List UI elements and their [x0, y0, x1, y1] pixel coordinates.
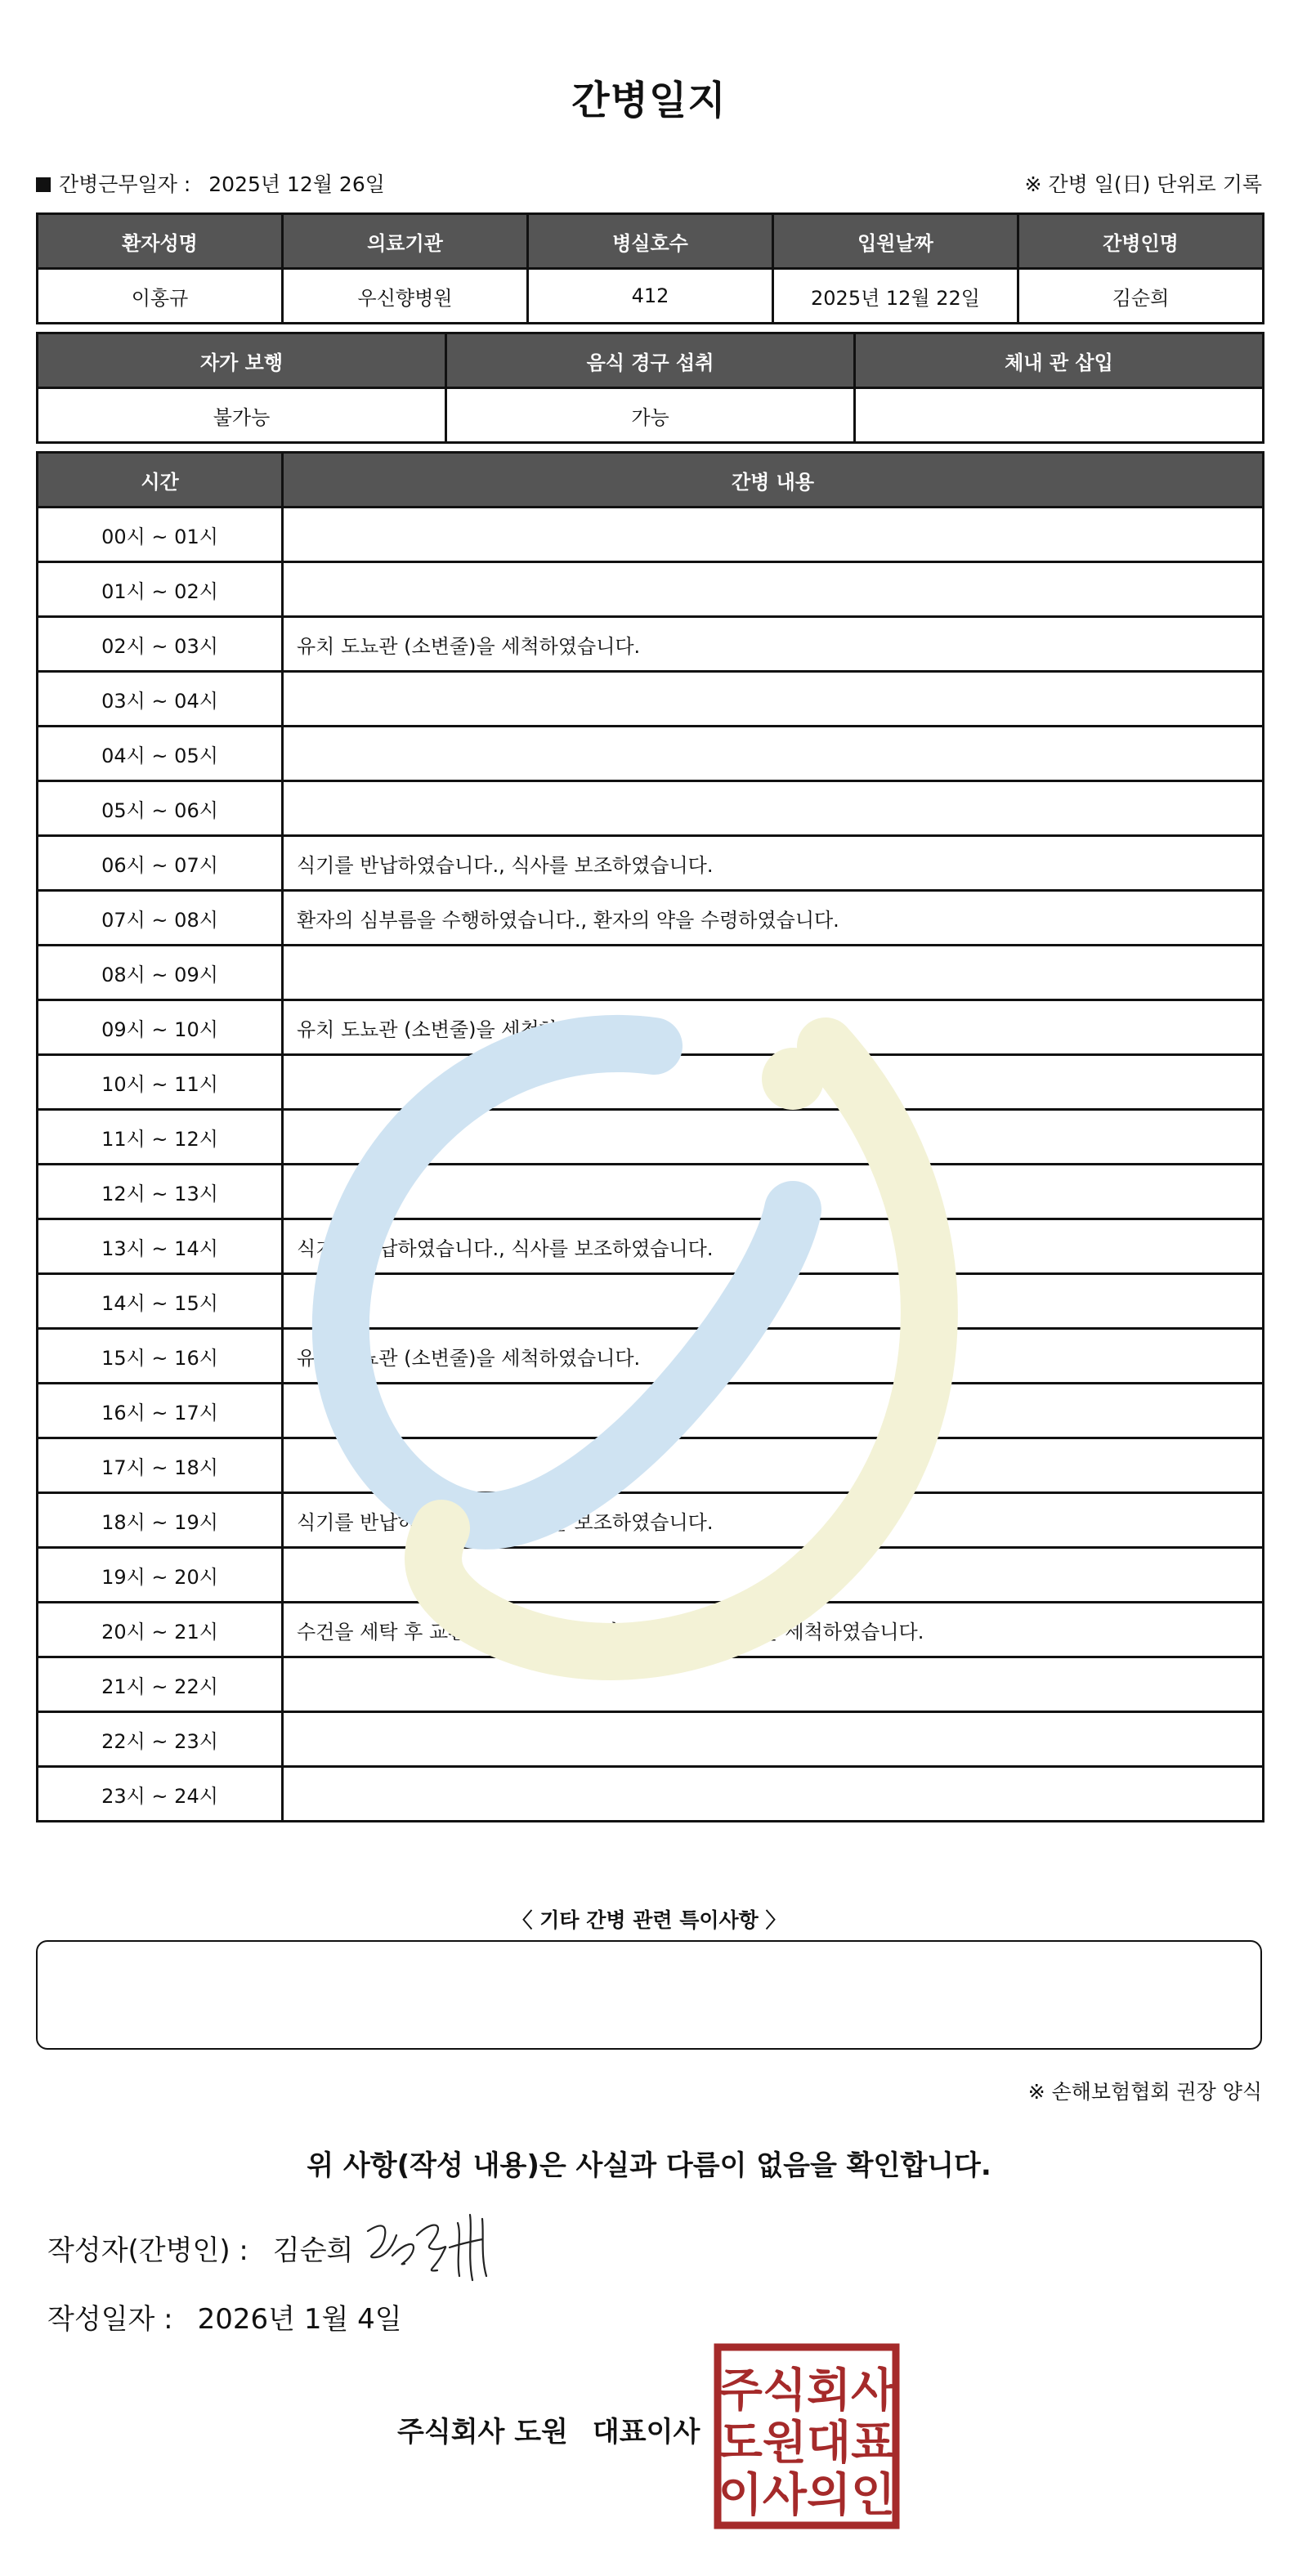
care-log-row	[38, 1110, 1264, 1165]
care-log-row	[38, 508, 1264, 562]
log-content-cell: 유치 도뇨관 (소변줄)을 세척하였습니다.	[283, 617, 1264, 672]
log-content-cell	[283, 1384, 1264, 1438]
header-hospital: 의료기관	[283, 214, 528, 269]
written-date-value: 2026년 1월 4일	[197, 2303, 402, 2336]
log-time-cell: 00시 ~ 01시	[38, 508, 283, 562]
log-time-cell: 21시 ~ 22시	[38, 1657, 283, 1712]
log-time-cell: 15시 ~ 16시	[38, 1329, 283, 1384]
header-caregiver-name: 간병인명	[1018, 214, 1264, 269]
care-log-row	[38, 1712, 1264, 1767]
log-content-cell: 수건을 세탁 후 교환하였습니다., 유치 도뇨관 (소변줄)을 세척하였습니다.	[283, 1603, 1264, 1657]
care-log-row	[38, 672, 1264, 727]
log-time-cell: 16시 ~ 17시	[38, 1384, 283, 1438]
log-time-cell: 19시 ~ 20시	[38, 1548, 283, 1603]
log-time-cell: 04시 ~ 05시	[38, 727, 283, 781]
log-content-cell	[283, 1767, 1264, 1822]
patient-info-header-row	[38, 214, 1264, 269]
special-notes-box	[36, 1940, 1262, 2050]
company-seal-icon	[713, 2342, 901, 2530]
caregiver-name-value: 김순희	[1018, 269, 1264, 324]
log-time-cell: 11시 ~ 12시	[38, 1110, 283, 1165]
patient-info-table	[36, 212, 1264, 324]
header-admission-date: 입원날짜	[773, 214, 1018, 269]
log-content-cell	[283, 946, 1264, 1000]
header-oral-intake: 음식 경구 섭취	[446, 333, 855, 388]
care-log-body	[38, 508, 1264, 1822]
page-title: 간병일지	[571, 78, 727, 123]
room-number-value: 412	[528, 269, 773, 324]
log-time-cell: 10시 ~ 11시	[38, 1055, 283, 1110]
confirmation-statement: 위 사항(작성 내용)은 사실과 다름이 없음을 확인합니다.	[307, 2149, 991, 2182]
patient-status-table	[36, 332, 1264, 444]
log-content-cell	[283, 1712, 1264, 1767]
log-time-cell: 23시 ~ 24시	[38, 1767, 283, 1822]
company-line	[397, 2409, 700, 2449]
log-time-cell: 08시 ~ 09시	[38, 946, 283, 1000]
log-content-cell	[283, 1274, 1264, 1329]
header-tube-insertion: 체내 관 삽입	[855, 333, 1264, 388]
log-content-cell	[283, 672, 1264, 727]
work-date-value: 2025년 12월 26일	[208, 172, 385, 196]
header-care-content: 간병 내용	[283, 453, 1264, 508]
header-self-walking: 자가 보행	[38, 333, 446, 388]
oral-intake-value: 가능	[446, 388, 855, 443]
care-log-row	[38, 1274, 1264, 1329]
seal-line-1: 주식회사	[718, 2364, 896, 2417]
log-time-cell: 06시 ~ 07시	[38, 836, 283, 891]
log-content-cell: 환자의 심부름을 수행하였습니다., 환자의 약을 수령하였습니다.	[283, 891, 1264, 946]
log-time-cell: 09시 ~ 10시	[38, 1000, 283, 1055]
care-log-row	[38, 1493, 1264, 1548]
log-time-cell: 05시 ~ 06시	[38, 781, 283, 836]
log-time-cell: 20시 ~ 21시	[38, 1603, 283, 1657]
care-log-row	[38, 1603, 1264, 1657]
log-content-cell: 유치 도뇨관 (소변줄)을 세척하였습니다.	[283, 1000, 1264, 1055]
care-log-row	[38, 1055, 1264, 1110]
header-patient-name: 환자성명	[38, 214, 283, 269]
hospital-value: 우신향병원	[283, 269, 528, 324]
signature-icon	[360, 2198, 523, 2288]
company-name: 주식회사 도원	[397, 2416, 568, 2449]
care-log-table	[36, 451, 1264, 1822]
log-content-cell: 식기를 반납하였습니다., 식사를 보조하였습니다.	[283, 1219, 1264, 1274]
written-date-line	[47, 2296, 402, 2337]
tube-insertion-value	[855, 388, 1264, 443]
patient-info-value-row	[38, 269, 1264, 324]
log-content-cell	[283, 1055, 1264, 1110]
log-content-cell	[283, 1110, 1264, 1165]
care-log-row	[38, 946, 1264, 1000]
care-log-row	[38, 617, 1264, 672]
self-walking-value: 불가능	[38, 388, 446, 443]
writer-line	[47, 2228, 353, 2268]
log-content-cell	[283, 781, 1264, 836]
written-date-label: 작성일자 :	[47, 2303, 173, 2336]
log-time-cell: 22시 ~ 23시	[38, 1712, 283, 1767]
care-log-row	[38, 1657, 1264, 1712]
writer-label: 작성자(간병인) :	[47, 2234, 248, 2267]
recommended-form-note: ※ 손해보험협회 권장 양식	[1027, 2080, 1262, 2104]
log-content-cell	[283, 1438, 1264, 1493]
log-time-cell: 02시 ~ 03시	[38, 617, 283, 672]
special-notes-title: 〈 기타 간병 관련 특이사항 〉	[512, 1908, 786, 1932]
log-content-cell	[283, 727, 1264, 781]
log-time-cell: 14시 ~ 15시	[38, 1274, 283, 1329]
log-time-cell: 07시 ~ 08시	[38, 891, 283, 946]
record-unit-note: ※ 간병 일(日) 단위로 기록	[1024, 172, 1262, 196]
company-title: 대표이사	[592, 2416, 700, 2449]
status-value-row	[38, 388, 1264, 443]
seal-line-2: 도원대표	[718, 2417, 896, 2470]
log-content-cell: 유치 도뇨관 (소변줄)을 세척하였습니다.	[283, 1329, 1264, 1384]
care-log-row	[38, 1767, 1264, 1822]
status-header-row	[38, 333, 1264, 388]
log-content-cell: 식기를 반납하였습니다., 식사를 보조하였습니다.	[283, 1493, 1264, 1548]
patient-name-value: 이홍규	[38, 269, 283, 324]
work-date-label: 간병근무일자 :	[59, 172, 191, 196]
care-log-row	[38, 891, 1264, 946]
log-content-cell	[283, 1548, 1264, 1603]
log-content-cell	[283, 1165, 1264, 1219]
care-log-row	[38, 836, 1264, 891]
care-log-row	[38, 1165, 1264, 1219]
log-time-cell: 17시 ~ 18시	[38, 1438, 283, 1493]
log-content-cell	[283, 1657, 1264, 1712]
log-time-cell: 18시 ~ 19시	[38, 1493, 283, 1548]
log-content-cell: 식기를 반납하였습니다., 식사를 보조하였습니다.	[283, 836, 1264, 891]
signature-stroke	[368, 2215, 486, 2280]
care-log-row	[38, 1438, 1264, 1493]
admission-date-value: 2025년 12월 22일	[773, 269, 1018, 324]
care-log-row	[38, 562, 1264, 617]
header-room-number: 병실호수	[528, 214, 773, 269]
log-time-cell: 01시 ~ 02시	[38, 562, 283, 617]
log-time-cell: 03시 ~ 04시	[38, 672, 283, 727]
care-log-row	[38, 1384, 1264, 1438]
care-log-row	[38, 1219, 1264, 1274]
writer-value: 김순희	[272, 2234, 354, 2267]
care-log-header-row	[38, 453, 1264, 508]
log-time-cell: 13시 ~ 14시	[38, 1219, 283, 1274]
square-bullet-icon	[36, 177, 51, 192]
work-date	[36, 168, 385, 198]
care-log-row	[38, 1000, 1264, 1055]
care-log-row	[38, 727, 1264, 781]
header-time: 시간	[38, 453, 283, 508]
seal-line-3: 이사의인	[718, 2469, 896, 2522]
log-time-cell: 12시 ~ 13시	[38, 1165, 283, 1219]
log-content-cell	[283, 562, 1264, 617]
care-log-row	[38, 1548, 1264, 1603]
care-log-row	[38, 781, 1264, 836]
log-content-cell	[283, 508, 1264, 562]
care-log-row	[38, 1329, 1264, 1384]
